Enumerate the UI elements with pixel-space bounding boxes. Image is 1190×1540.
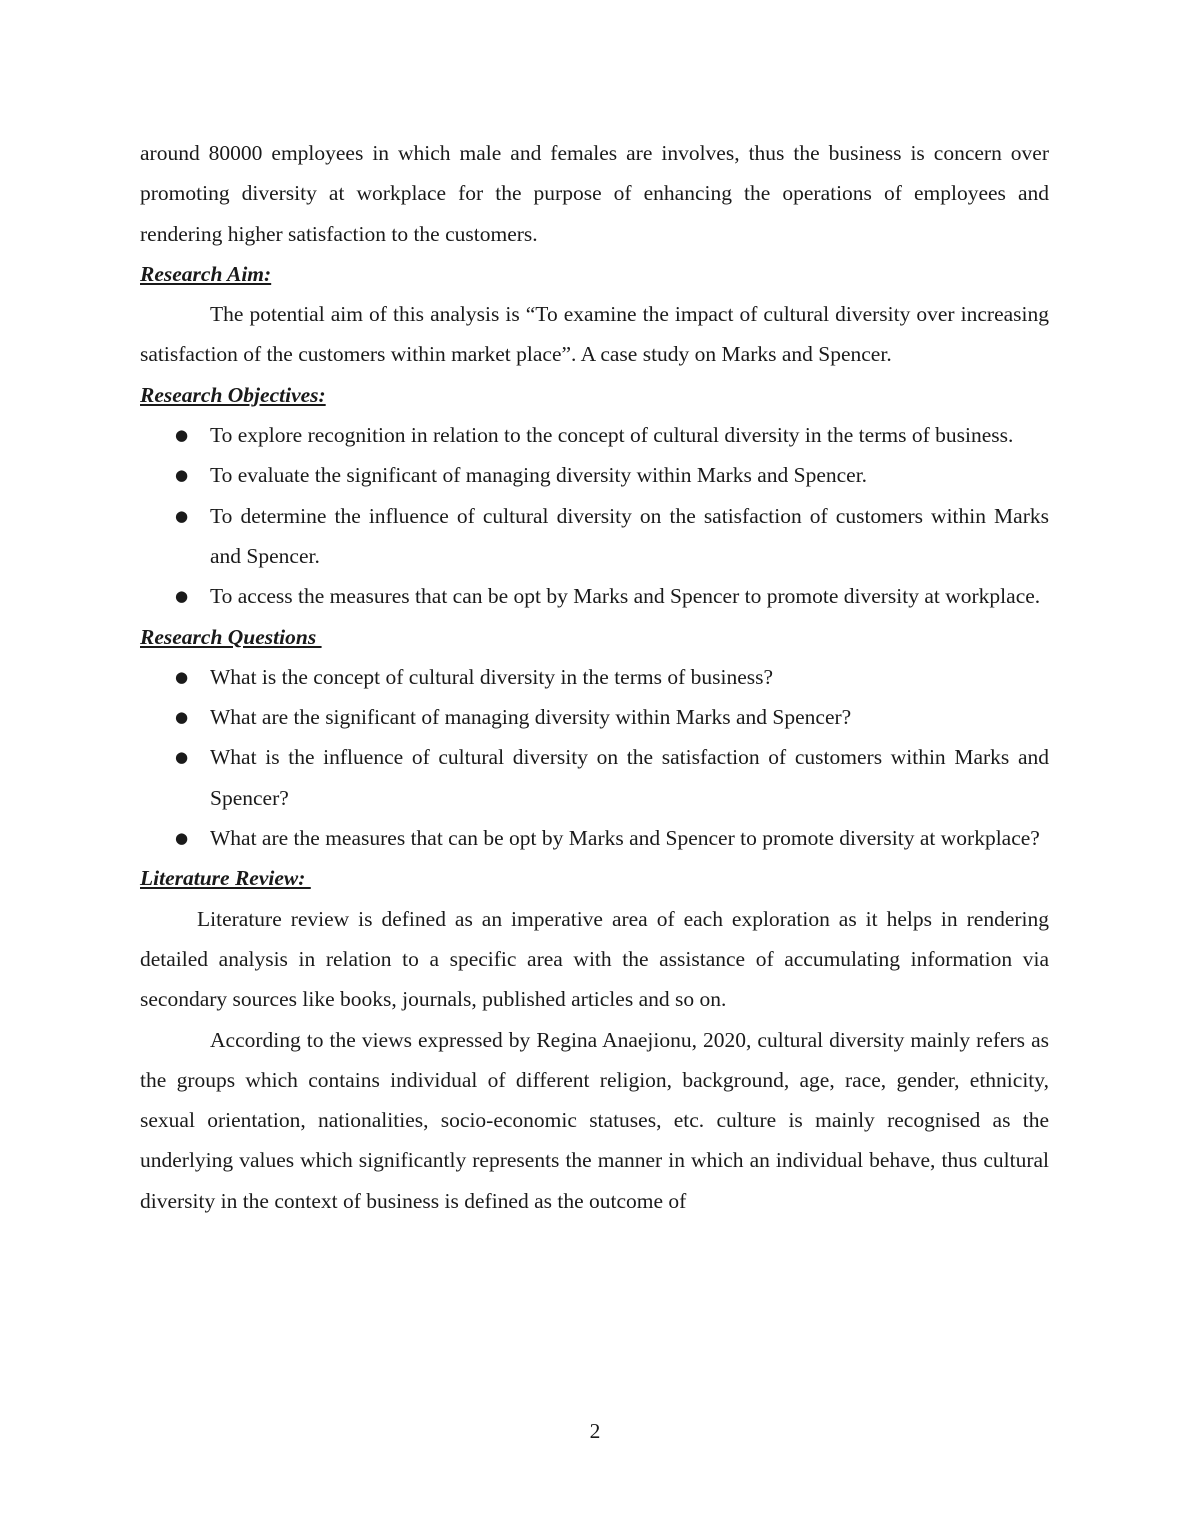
research-aim-heading: Research Aim: <box>140 261 272 286</box>
bullet-icon: ● <box>175 587 189 606</box>
research-questions-list <box>140 657 1049 858</box>
literature-review-heading: Literature Review: <box>140 866 311 891</box>
list-item-text: To explore recognition in relation to the concept of cultural diversity in the terms of business. <box>210 423 1014 448</box>
bullet-icon: ● <box>175 708 189 727</box>
research-questions-heading: Research Questions <box>140 624 322 649</box>
list-item-text: What are the significant of managing diversity within Marks and Spencer? <box>210 705 852 730</box>
list-item-text: To determine the influence of cultural diversity on the satisfaction of customers within Marks and Spencer. <box>210 503 1049 568</box>
bullet-icon: ● <box>175 426 189 445</box>
bullet-icon: ● <box>175 466 189 485</box>
list-item <box>140 737 1049 818</box>
list-item <box>140 496 1049 577</box>
list-item-text: What is the concept of cultural diversity in the terms of business? <box>210 664 774 689</box>
list-item <box>140 818 1049 858</box>
document-page <box>140 133 1049 1221</box>
list-item-text: What are the measures that can be opt by Marks and Spencer to promote diversity at workplace? <box>210 826 1040 851</box>
intro-paragraph: around 80000 employees in which male and females are involves, thus the business is concern over promoting diversity at workplace for the purpose of enhancing the operations of employees and rendering higher satisfaction to the customers. <box>140 141 1049 246</box>
literature-review-paragraph-1: Literature review is defined as an imperative area of each exploration as it helps in rendering detailed analysis in relation to a specific area with the assistance of accumulating information via secondary sources like books, journals, published articles and so on. <box>140 906 1049 1012</box>
bullet-icon: ● <box>175 667 189 686</box>
list-item <box>140 455 1049 495</box>
research-aim-text: The potential aim of this analysis is “To examine the impact of cultural diversity over increasing satisfaction of the customers within market place”. A case study on Marks and Spencer. <box>140 302 1049 367</box>
literature-review-paragraph-2: According to the views expressed by Regina Anaejionu, 2020, cultural diversity mainly refers as the groups which contains individual of different religion, background, age, race, gender, ethnicity, sexual orientation, nationalities, socio-economic statuses, etc. culture is mainly recognised as the underlying values which significantly represents the manner in which an individual behave, thus cultural diversity in the context of business is defined as the outcome of <box>140 1027 1049 1213</box>
list-item <box>140 415 1049 455</box>
list-item <box>140 697 1049 737</box>
list-item-text: To access the measures that can be opt by Marks and Spencer to promote diversity at workplace. <box>210 584 1041 609</box>
bullet-icon: ● <box>175 506 189 525</box>
list-item-text: What is the influence of cultural diversity on the satisfaction of customers within Marks and Spencer? <box>210 745 1049 810</box>
research-objectives-heading: Research Objectives: <box>140 382 326 407</box>
bullet-icon: ● <box>175 748 189 767</box>
page-number: 2 <box>589 1419 601 1443</box>
list-item <box>140 657 1049 697</box>
research-objectives-list <box>140 415 1049 616</box>
list-item-text: To evaluate the significant of managing diversity within Marks and Spencer. <box>210 463 868 488</box>
bullet-icon: ● <box>175 829 189 848</box>
list-item <box>140 576 1049 616</box>
